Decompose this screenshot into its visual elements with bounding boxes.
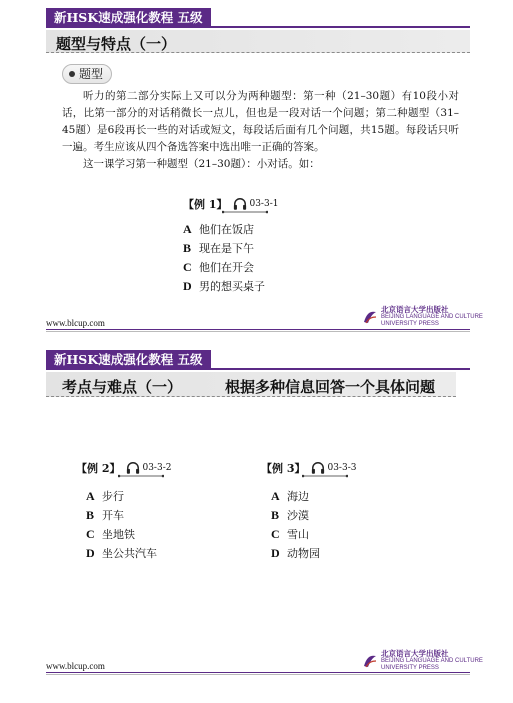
option-c: C 他们在开会 [183, 260, 254, 274]
paragraph-1: 听力的第二部分实际上又可以分为两种题型：第一种（21–30题）有10段小对话，比第一部分的对话稍微长一点儿，但也是一段对话一个问题；第二种题型（31–45题）是6段再长一些的对话或短文，每段话后面有几个问题，共15题。每段话只听一遍。考生应该从四个备选答案中选出唯一正确的答案。 [62, 90, 459, 153]
footer-url[interactable]: www.blcup.com [46, 318, 105, 328]
option-b: B 沙漠 [271, 508, 309, 522]
brand-header-2: 新HSK速成强化教程 五级 [46, 350, 211, 370]
press-logo-2 [362, 649, 483, 672]
example-1-options [183, 220, 265, 296]
headphones-icon[interactable] [311, 461, 325, 475]
option-a: A 步行 [86, 489, 124, 503]
press-logo [362, 305, 483, 328]
footer-url-2[interactable]: www.blcup.com [46, 661, 105, 671]
section-title: 题型与特点（一） [56, 35, 177, 53]
example-2-label: 【例 2】 [76, 462, 121, 475]
example-3-label: 【例 3】 [261, 462, 306, 475]
audio-code-2: 03-3-2 [142, 463, 172, 473]
footer-rule-thin [46, 331, 470, 332]
press-logo-icon [362, 653, 378, 669]
press-name-cn: 北京语言大学出版社 [381, 305, 449, 314]
press-name-en1: BEIJING LANGUAGE AND CULTURE [381, 314, 483, 320]
audio-underline [222, 210, 268, 214]
audio-code-3: 03-3-3 [327, 463, 357, 473]
brand-rule [46, 26, 470, 28]
section-title-2: 考点与难点（一） [62, 378, 183, 396]
intro-text [62, 88, 459, 173]
option-b: B 现在是下午 [183, 241, 254, 255]
topic-pill [62, 64, 112, 84]
option-a: A 海边 [271, 489, 309, 503]
audio-underline-2 [118, 474, 164, 478]
footer-rule-thin-2 [46, 674, 470, 675]
example-1-label: 【例 1】 [183, 198, 228, 211]
bullet-dot-icon [69, 71, 75, 77]
option-c: C 雪山 [271, 527, 309, 541]
pill-label: 题型 [79, 67, 104, 81]
option-b: B 开车 [86, 508, 124, 522]
option-c: C 坐地铁 [86, 527, 135, 541]
option-d: D 男的想买桌子 [183, 279, 265, 293]
press-logo-icon [362, 309, 378, 325]
audio-code: 03-3-1 [249, 199, 279, 209]
paragraph-2: 这一课学习第一种题型（21–30题）：小对话。如： [83, 158, 320, 170]
example-3-options [271, 487, 320, 563]
option-d: D 坐公共汽车 [86, 546, 157, 560]
example-2-options [86, 487, 157, 563]
press-name-en1: BEIJING LANGUAGE AND CULTURE [381, 658, 483, 664]
option-d: D 动物园 [271, 546, 320, 560]
footer-rule [46, 329, 470, 330]
press-name-en2: UNIVERSITY PRESS [381, 665, 439, 671]
press-name-cn: 北京语言大学出版社 [381, 649, 449, 658]
brand-rule-2 [46, 368, 470, 370]
headphones-icon[interactable] [126, 461, 140, 475]
section-subtitle: 根据多种信息回答一个具体问题 [225, 378, 436, 396]
audio-underline-3 [302, 474, 348, 478]
option-a: A 他们在饭店 [183, 222, 254, 236]
headphones-icon[interactable] [233, 197, 247, 211]
press-name-en2: UNIVERSITY PRESS [381, 321, 439, 327]
brand-header: 新HSK速成强化教程 五级 [46, 8, 211, 28]
footer-rule-2 [46, 672, 470, 673]
